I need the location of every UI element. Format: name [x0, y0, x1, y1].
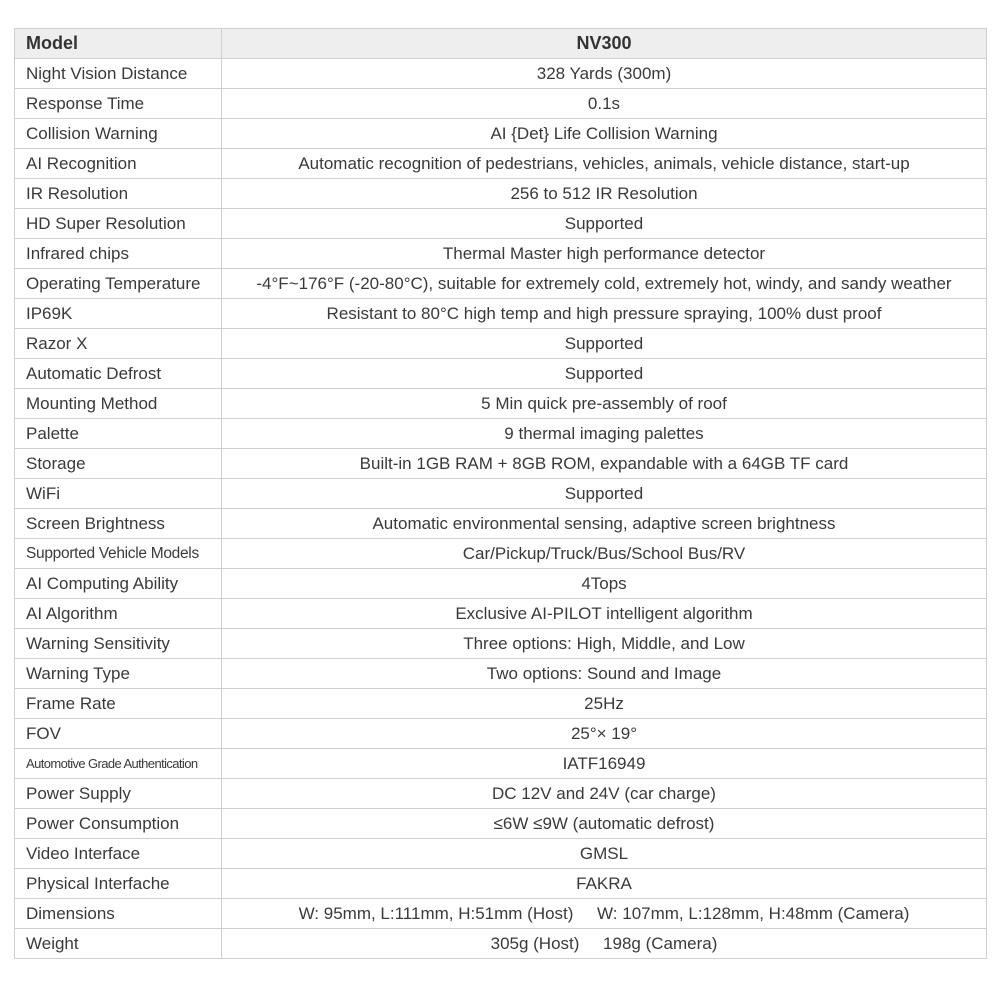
row-value: GMSL	[222, 839, 987, 869]
table-row	[15, 599, 987, 629]
row-value: Exclusive AI-PILOT intelligent algorithm	[222, 599, 987, 629]
row-label: Automotive Grade Authentication	[15, 749, 222, 779]
table-row	[15, 569, 987, 599]
row-value: 5 Min quick pre-assembly of roof	[222, 389, 987, 419]
row-value: 256 to 512 IR Resolution	[222, 179, 987, 209]
row-value: Supported	[222, 479, 987, 509]
table-row	[15, 119, 987, 149]
row-label: AI Computing Ability	[15, 569, 222, 599]
table-row	[15, 539, 987, 569]
table-row	[15, 209, 987, 239]
row-label: IR Resolution	[15, 179, 222, 209]
row-value: 25Hz	[222, 689, 987, 719]
row-value: FAKRA	[222, 869, 987, 899]
table-row	[15, 59, 987, 89]
row-label: Razor X	[15, 329, 222, 359]
table-row	[15, 449, 987, 479]
table-row	[15, 359, 987, 389]
table-row	[15, 479, 987, 509]
row-label: Weight	[15, 929, 222, 959]
row-value: Supported	[222, 359, 987, 389]
table-row	[15, 839, 987, 869]
row-value: -4°F~176°F (-20-80°C), suitable for extremely cold, extremely hot, windy, and sandy weather	[222, 269, 987, 299]
row-label: WiFi	[15, 479, 222, 509]
table-row	[15, 269, 987, 299]
row-value: Supported	[222, 329, 987, 359]
table-row	[15, 749, 987, 779]
row-label: Power Supply	[15, 779, 222, 809]
row-value: ≤6W ≤9W (automatic defrost)	[222, 809, 987, 839]
row-label: Warning Sensitivity	[15, 629, 222, 659]
row-label: Operating Temperature	[15, 269, 222, 299]
row-value: Three options: High, Middle, and Low	[222, 629, 987, 659]
row-label: Physical Interfache	[15, 869, 222, 899]
row-label: AI Recognition	[15, 149, 222, 179]
row-label: FOV	[15, 719, 222, 749]
table-row	[15, 719, 987, 749]
header-label: Model	[15, 29, 222, 59]
row-value: Resistant to 80°C high temp and high pressure spraying, 100% dust proof	[222, 299, 987, 329]
row-label: Response Time	[15, 89, 222, 119]
row-value: AI {Det} Life Collision Warning	[222, 119, 987, 149]
row-value: 0.1s	[222, 89, 987, 119]
table-row	[15, 779, 987, 809]
row-label: IP69K	[15, 299, 222, 329]
row-value: Automatic recognition of pedestrians, vehicles, animals, vehicle distance, start-up	[222, 149, 987, 179]
row-label: Supported Vehicle Models	[15, 539, 222, 569]
row-label: AI Algorithm	[15, 599, 222, 629]
row-label: Dimensions	[15, 899, 222, 929]
table-row	[15, 869, 987, 899]
row-value: Car/Pickup/Truck/Bus/School Bus/RV	[222, 539, 987, 569]
row-value: DC 12V and 24V (car charge)	[222, 779, 987, 809]
row-value: Built-in 1GB RAM + 8GB ROM, expandable with a 64GB TF card	[222, 449, 987, 479]
table-row	[15, 929, 987, 959]
row-label: Storage	[15, 449, 222, 479]
row-value: Automatic environmental sensing, adaptive screen brightness	[222, 509, 987, 539]
table-row	[15, 89, 987, 119]
row-label: Collision Warning	[15, 119, 222, 149]
row-label: Palette	[15, 419, 222, 449]
table-row	[15, 899, 987, 929]
table-row	[15, 299, 987, 329]
table-row	[15, 809, 987, 839]
row-label: Frame Rate	[15, 689, 222, 719]
table-row	[15, 239, 987, 269]
row-value: 328 Yards (300m)	[222, 59, 987, 89]
table-row	[15, 329, 987, 359]
row-label: Video Interface	[15, 839, 222, 869]
row-value: 4Tops	[222, 569, 987, 599]
table-row	[15, 509, 987, 539]
table-row	[15, 389, 987, 419]
row-label: Power Consumption	[15, 809, 222, 839]
table-row	[15, 629, 987, 659]
row-value: 305g (Host) 198g (Camera)	[222, 929, 987, 959]
row-value: 25°× 19°	[222, 719, 987, 749]
table-row	[15, 689, 987, 719]
row-label: Mounting Method	[15, 389, 222, 419]
table-row	[15, 419, 987, 449]
row-value: W: 95mm, L:111mm, H:51mm (Host) W: 107mm, L:128mm, H:48mm (Camera)	[222, 899, 987, 929]
header-value: NV300	[222, 29, 987, 59]
row-value: Thermal Master high performance detector	[222, 239, 987, 269]
row-label: HD Super Resolution	[15, 209, 222, 239]
row-label: Infrared chips	[15, 239, 222, 269]
row-value: Supported	[222, 209, 987, 239]
row-value: IATF16949	[222, 749, 987, 779]
row-value: 9 thermal imaging palettes	[222, 419, 987, 449]
row-label: Screen Brightness	[15, 509, 222, 539]
spec-table	[14, 28, 987, 959]
row-value: Two options: Sound and Image	[222, 659, 987, 689]
table-row	[15, 149, 987, 179]
row-label: Night Vision Distance	[15, 59, 222, 89]
row-label: Warning Type	[15, 659, 222, 689]
table-row	[15, 179, 987, 209]
table-row	[15, 659, 987, 689]
row-label: Automatic Defrost	[15, 359, 222, 389]
header-row	[15, 29, 987, 59]
